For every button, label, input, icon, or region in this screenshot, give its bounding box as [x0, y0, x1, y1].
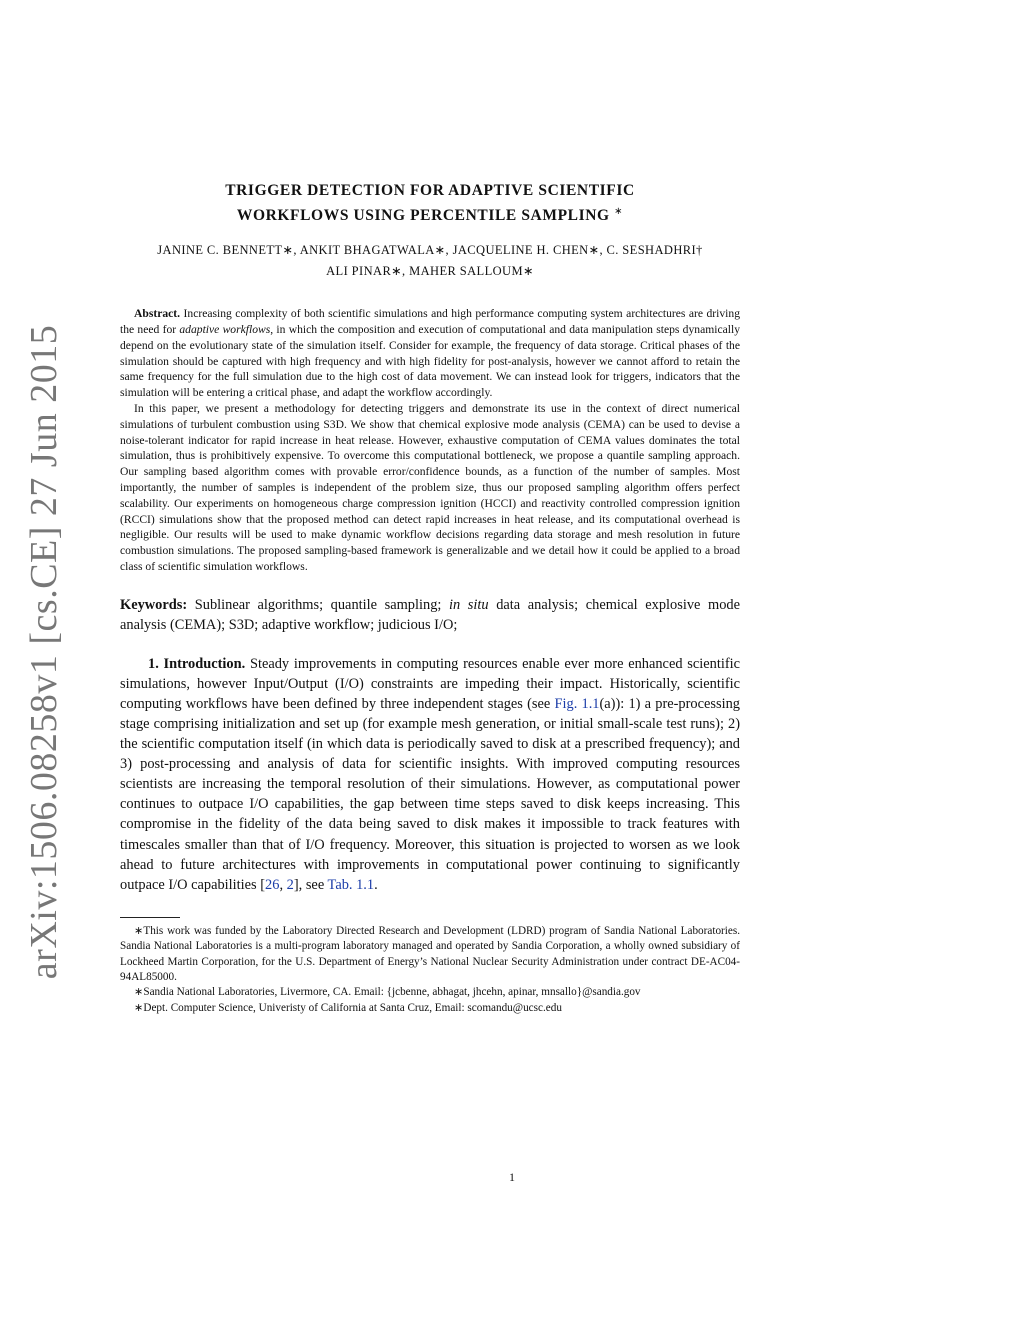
footnote-funding: ∗This work was funded by the Laboratory Directed Research and Development (LDRD) program of Sandia National Laboratories. Sandia National Laboratories is a multi-program laboratory managed and operated by Sandia Corporation, a wholly owned subsidiary of Lockheed Martin Corporation, for the U.S. Department of Energy’s National Nuclear Security Administration under contract DE-AC04-94AL85000.	[120, 924, 740, 984]
arxiv-stamp	[14, 324, 74, 980]
abstract-paragraph-2: In this paper, we present a methodology for detecting triggers and demonstrate its use in the context of direct numerical simulations of turbulent combustion using S3D. We show that chemical explosive mode analysis (CEMA) can be used to devise a noise-tolerant indicator for rapid increase in heat release. However, exhaustive computation of CEMA values dominates the total simulation, thus is prohibitively expensive. To overcome this computational bottleneck, we propose a quantile sampling approach. Our sampling based algorithm comes with provable error/confidence bounds, as a function of the number of samples. Most importantly, the number of samples is independent of the problem size, thus our proposed sampling algorithm offers perfect scalability. Our experiments on homogeneous charge compression ignition (HCCI) and reactivity controlled compression ignition (RCCI) simulations show that the proposed method can detect rapid increases in heat release, and its computational overhead is negligible. Our results will be used to make dynamic workflow decisions regarding data storage and mesh resolution in future combustion simulations. The proposed sampling-based framework is generalizable and we detail how it could be applied to a broad class of scientific simulation workflows.	[120, 401, 740, 573]
authors-line-2: ALI PINAR∗, MAHER SALLOUM∗	[326, 264, 534, 279]
citation-link[interactable]: 26	[265, 876, 280, 893]
footnotes	[120, 924, 740, 1016]
paper-title	[120, 180, 740, 226]
citation-link[interactable]: 2	[286, 876, 294, 893]
intro-text: (a)): 1) a pre-processing stage comprising initialization and set up (for example mesh generation, or initial small-scale test runs); 2) the scientific computation itself (in which data is periodically saved to disk at a prescribed frequency); and 3) post-processing and analysis of data for scientific insights. With improved computing resources scientists are increasing the temporal resolution of their simulations. However, as computational power continues to outpace I/O capabilities, the gap between time steps saved to disk keeps increasing. This compromise in the fidelity of the data being saved to disk makes it impossible to track features with timescales smaller than that of I/O frequency. Moreover, this situation is projected to worsen as we look ahead to future architectures with improvements in computational power continuing to significantly outpace I/O capabilities [	[120, 695, 740, 893]
section-heading: 1. Introduction.	[148, 655, 246, 672]
intro-text: ,	[279, 876, 287, 893]
title-line-2: WORKFLOWS USING PERCENTILE SAMPLING	[236, 207, 610, 225]
footnote-sandia: ∗Sandia National Laboratories, Livermore, CA. Email: {jcbenne, abhagat, jhcehn, apinar, mnsallo}@sandia.gov	[134, 986, 641, 999]
intro-text: ], see	[293, 876, 328, 893]
author-list	[120, 240, 740, 282]
abstract-emphasis: adaptive workflows	[179, 322, 271, 336]
footnote-divider	[120, 917, 180, 918]
abstract-text: , in which the composition and execution of computational and data manipulation steps dynamically depend on the evolutionary state of the simulation itself. Consider for example, the frequency of data storage. Critical phases of the simulation should be captured with high frequency and with high fidelity for post-analysis, however we cannot afford to retain the same frequency for the full simulation due to the high cost of data movement. We can instead look for triggers, indicators that the simulation will be entering a critical phase, and adapt the workflow accordingly.	[120, 322, 740, 400]
abstract	[120, 306, 740, 575]
keywords-emphasis: in situ	[449, 596, 489, 613]
keywords	[120, 595, 740, 636]
figure-link[interactable]: Fig. 1.1	[554, 695, 600, 712]
keywords-label: Keywords:	[120, 596, 188, 613]
keywords-text: Sublinear algorithms; quantile sampling;	[187, 596, 449, 613]
footnote-ucsc: ∗Dept. Computer Science, Univeristy of California at Santa Cruz, Email: scomandu@ucsc.edu	[134, 1001, 562, 1014]
table-link[interactable]: Tab. 1.1	[327, 876, 375, 893]
abstract-text: Increasing complexity of both scientific simulations and high performance computing system architectures are driving the need for	[120, 307, 740, 336]
arxiv-id: arXiv:1506.08258v1 [cs.CE] 27 Jun 2015	[23, 324, 66, 980]
authors-line-1: JANINE C. BENNETT∗, ANKIT BHAGATWALA∗, JACQUELINE H. CHEN∗, C. SESHADHRI†	[157, 243, 703, 258]
intro-text: .	[374, 876, 378, 893]
title-line-1: TRIGGER DETECTION FOR ADAPTIVE SCIENTIFIC	[225, 182, 635, 199]
paper-page	[120, 180, 740, 1016]
keywords-text: data analysis; chemical explosive mode analysis (CEMA); S3D; adaptive workflow; judicious I/O;	[120, 596, 740, 634]
abstract-label: Abstract.	[134, 307, 181, 321]
introduction-section	[120, 654, 740, 895]
page-number: 1	[509, 1170, 515, 1184]
abstract-paragraph-1	[120, 306, 740, 401]
title-footnote-mark: ∗	[614, 206, 624, 217]
intro-text: Steady improvements in computing resources enable ever more enhanced scientific simulations, however Input/Output (I/O) constraints are impeding their impact. Historically, scientific computing workflows have been defined by three independent stages (see	[120, 655, 740, 712]
